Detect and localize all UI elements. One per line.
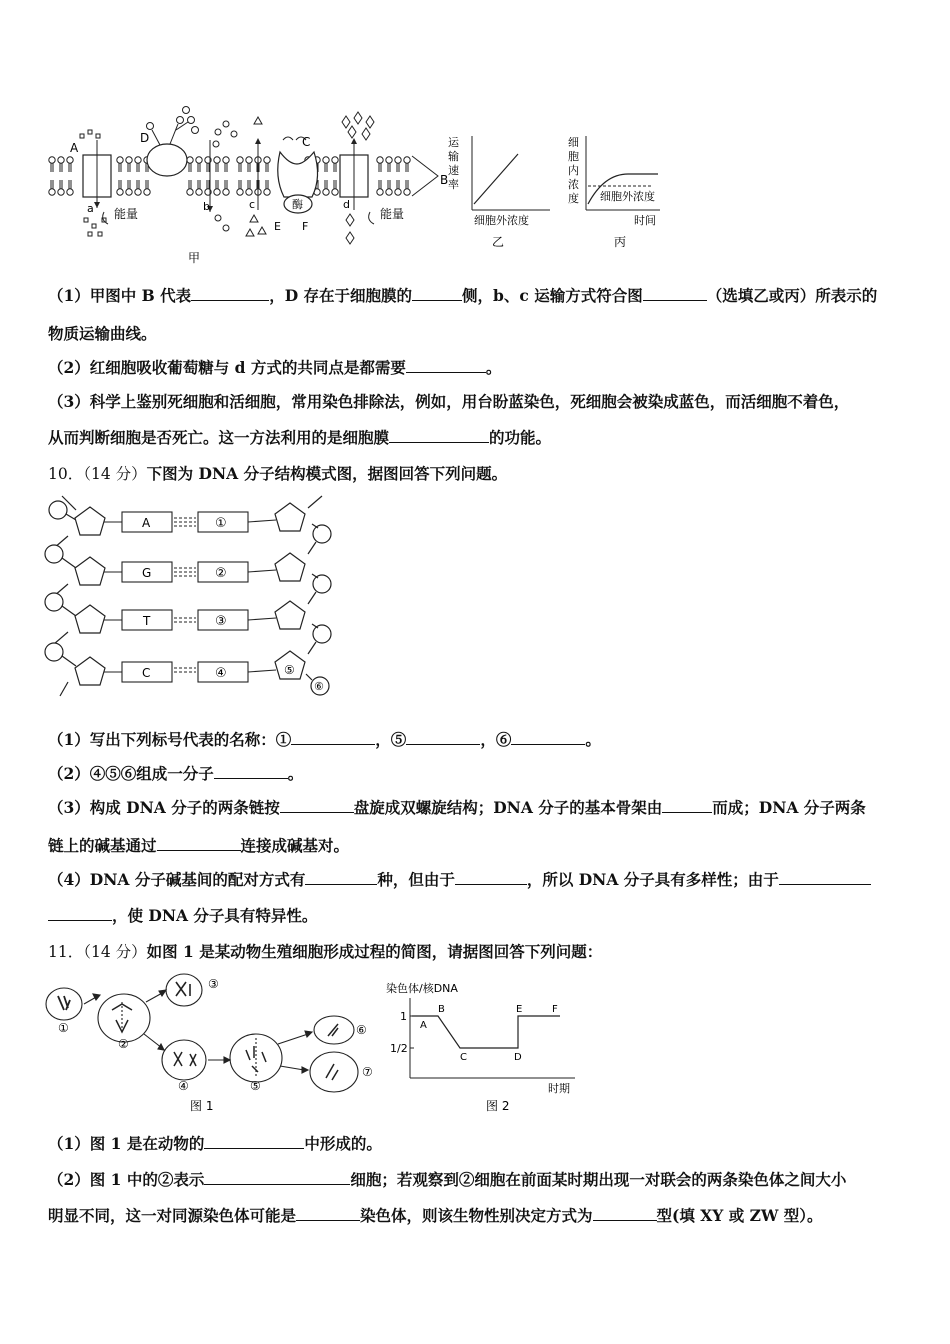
graph-bing bbox=[568, 136, 660, 249]
blank-q9-2[interactable] bbox=[412, 286, 462, 301]
blank-q11-4[interactable] bbox=[593, 1206, 657, 1221]
fig1-caption: 图 1 bbox=[190, 1099, 214, 1113]
blank-q10-8[interactable] bbox=[305, 870, 377, 885]
point-E: E bbox=[516, 1004, 523, 1015]
dna-structure-diagram bbox=[40, 492, 340, 702]
cell-2: ② bbox=[118, 1037, 129, 1051]
blank-q10-10-cont[interactable] bbox=[48, 906, 112, 921]
svg-text:率: 率 bbox=[448, 178, 459, 191]
q9-line4: （3）科学上鉴别死细胞和活细胞，常用染色排除法，例如，用台盼蓝染色，死细胞会被染成蓝色，而活细胞不着色， bbox=[48, 392, 850, 411]
blank-q10-5[interactable] bbox=[280, 798, 354, 813]
label-a: a bbox=[87, 202, 94, 215]
cell-1: ① bbox=[58, 1021, 69, 1035]
q9-line3: （2）红细胞吸收葡萄糖与 d 方式的共同点是都需要 。 bbox=[48, 358, 502, 377]
base-G: G bbox=[142, 566, 152, 580]
svg-text:输: 输 bbox=[448, 150, 459, 163]
q10-line3: （3）构成 DNA 分子的两条链按 盘旋成双螺旋结构；DNA 分子的基本骨架由 而成；DNA 分子两条 bbox=[48, 798, 866, 817]
blank-q10-10[interactable] bbox=[779, 870, 871, 885]
blank-q11-3[interactable] bbox=[296, 1206, 360, 1221]
point-F: F bbox=[552, 1004, 558, 1015]
label-D: D bbox=[140, 131, 150, 145]
point-D: D bbox=[514, 1052, 522, 1063]
label-c: c bbox=[249, 198, 256, 211]
fig2-ylabel: 染色体/核DNA bbox=[386, 982, 458, 995]
blank-q9-3[interactable] bbox=[643, 286, 707, 301]
blank-q10-4[interactable] bbox=[214, 764, 288, 779]
blank-q11-1[interactable] bbox=[204, 1134, 304, 1149]
base-2: ② bbox=[215, 566, 227, 581]
q11-line3: 明显不同，这一对同源染色体可能是 染色体，则该生物性别决定方式为 型(填 XY 或 ZW 型）。 bbox=[48, 1206, 823, 1225]
point-A: A bbox=[420, 1020, 427, 1031]
svg-text:细: 细 bbox=[568, 136, 579, 149]
fig2-y1: 1 bbox=[400, 1010, 407, 1023]
q11-heading: 11．（14 分）如图 1 是某动物生殖细胞形成过程的简图，请据图回答下列问题： bbox=[48, 942, 603, 961]
label-d: d bbox=[343, 198, 350, 211]
label-B: B bbox=[440, 173, 449, 187]
svg-text:内: 内 bbox=[568, 164, 579, 177]
energy-label-a: 能量 bbox=[114, 207, 139, 221]
blank-q11-2[interactable] bbox=[204, 1170, 350, 1185]
q9-line5: 从而判断细胞是否死亡。这一方法利用的是细胞膜 的功能。 bbox=[48, 428, 552, 447]
phosphate-6: ⑥ bbox=[314, 680, 324, 693]
caption-jia: 甲 bbox=[188, 251, 201, 265]
blank-q10-3[interactable] bbox=[511, 730, 585, 745]
blank-q9-1[interactable] bbox=[191, 286, 269, 301]
q9-line1: （1）甲图中 B 代表 ，D 存在于细胞膜的 侧，b、c 运输方式符合图 （选填乙或丙）所表示的 bbox=[48, 286, 878, 305]
base-3: ③ bbox=[215, 614, 227, 629]
q10-line6: ，使 DNA 分子具有特异性。 bbox=[48, 906, 904, 926]
q10-line1: （1）写出下列标号代表的名称：① ，⑤ ，⑥ 。 bbox=[48, 730, 601, 749]
fig2-yhalf: 1/2 bbox=[390, 1042, 408, 1055]
q10-line5: （4）DNA 分子碱基间的配对方式有 种，但由于 ，所以 DNA 分子具有多样性；由于 bbox=[48, 870, 904, 890]
enzyme-label: 酶 bbox=[292, 198, 303, 211]
blank-q10-7[interactable] bbox=[157, 836, 241, 851]
cell-3: ③ bbox=[208, 977, 219, 991]
base-4: ④ bbox=[215, 666, 227, 681]
cell-7: ⑦ bbox=[362, 1065, 373, 1079]
cell-4: ④ bbox=[178, 1079, 189, 1093]
label-b: b bbox=[203, 200, 210, 213]
svg-text:度: 度 bbox=[568, 192, 579, 205]
caption-yi: 乙 bbox=[492, 235, 505, 249]
label-A: A bbox=[70, 141, 79, 155]
q11-line1: （1）图 1 是在动物的 中形成的。 bbox=[48, 1134, 382, 1153]
fig2-caption: 图 2 bbox=[486, 1099, 510, 1113]
carrier-protein bbox=[278, 152, 318, 197]
q10-line2: （2）④⑤⑥组成一分子 。 bbox=[48, 764, 304, 783]
svg-text:细胞外浓度: 细胞外浓度 bbox=[474, 214, 529, 227]
glycoprotein-d bbox=[147, 144, 187, 176]
label-F: F bbox=[302, 220, 309, 233]
blank-q10-9[interactable] bbox=[455, 870, 527, 885]
fig2-xlabel: 时期 bbox=[548, 1082, 570, 1095]
sugar-5: ⑤ bbox=[284, 663, 295, 677]
blank-q9-5[interactable] bbox=[389, 428, 489, 443]
cell-6: ⑥ bbox=[356, 1023, 367, 1037]
germ-cell-formation-figure bbox=[40, 970, 590, 1120]
svg-text:胞: 胞 bbox=[568, 150, 579, 163]
label-E: E bbox=[274, 220, 281, 233]
svg-text:时间: 时间 bbox=[634, 214, 656, 227]
point-C: C bbox=[460, 1052, 467, 1063]
svg-text:细胞外浓度: 细胞外浓度 bbox=[600, 190, 655, 203]
point-B: B bbox=[438, 1004, 445, 1015]
left-backbone bbox=[45, 496, 76, 696]
right-backbone bbox=[306, 496, 331, 695]
blank-q10-2[interactable] bbox=[406, 730, 480, 745]
blank-q10-6[interactable] bbox=[662, 798, 712, 813]
svg-text:速: 速 bbox=[448, 164, 459, 177]
base-1: ① bbox=[215, 516, 227, 531]
caption-bing: 丙 bbox=[614, 235, 627, 249]
cell-5: ⑤ bbox=[250, 1079, 261, 1093]
q10-line4: 链上的碱基通过 连接成碱基对。 bbox=[48, 836, 350, 855]
q10-heading: 10．（14 分）下图为 DNA 分子结构模式图，据图回答下列问题。 bbox=[48, 464, 508, 483]
chromosome-dna-ratio-chart bbox=[386, 981, 575, 1113]
energy-label-d: 能量 bbox=[380, 207, 405, 221]
label-C: C bbox=[302, 135, 311, 149]
graph-yi bbox=[448, 136, 550, 249]
svg-text:浓: 浓 bbox=[568, 178, 579, 191]
base-A: A bbox=[142, 516, 151, 530]
membrane-transport-figure bbox=[40, 100, 690, 270]
blank-q9-4[interactable] bbox=[406, 358, 486, 373]
base-C: C bbox=[142, 666, 151, 680]
svg-text:运: 运 bbox=[448, 136, 459, 149]
blank-q10-1[interactable] bbox=[291, 730, 375, 745]
q9-line2: 物质运输曲线。 bbox=[48, 324, 157, 343]
q11-line2: （2）图 1 中的②表示 细胞；若观察到②细胞在前面某时期出现一对联会的两条染色体之间大小 bbox=[48, 1170, 847, 1189]
base-T: T bbox=[143, 614, 151, 628]
